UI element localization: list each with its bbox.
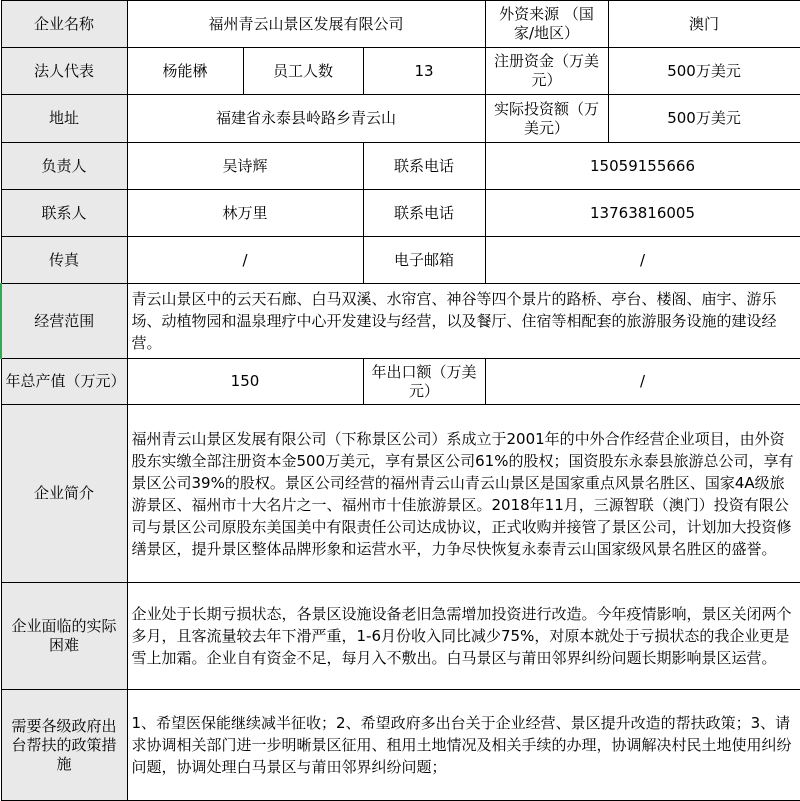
- row-company-name: [1, 1, 800, 48]
- phone-1-label: 联系电话: [363, 143, 485, 190]
- difficulty-value: 企业处于长期亏损状态，各景区设施设备老旧急需增加投资进行改造。今年疫情影响，景区关闭两个多月，且客流量较去年下滑严重，1-6月份收入同比减少75%，对原本就处于亏损状态的我企业更是雪上加霜。企业自有资金不足，每月入不敷出。白马景区与莆田邻界纠纷问题长期影响景区运营。: [127, 583, 800, 690]
- email-value: /: [485, 237, 800, 284]
- phone-1-value: 15059155666: [485, 143, 800, 190]
- scope-value: 青云山景区中的云天石廊、白马双溪、水帘宫、神谷等四个景片的路桥、亭台、楼阁、庙宇、游乐场、动植物园和温泉理疗中心开发建设与经营，以及餐厅、住宿等相配套的旅游服务设施的建设经营。: [127, 284, 800, 359]
- intro-value: 福州青云山景区发展有限公司（下称景区公司）系成立于2001年的中外合作经营企业项目，由外资股东实缴全部注册资本金500万美元，享有景区公司61%的股权；国资股东永泰县旅游总公司，享有景区公司39%的股权。景区公司经营的福州青云山青云山景区是国家重点风景名胜区、国家4A级旅游景区、福州市十大名片之一、福州市十佳旅游景区。2018年11月，三源智联（澳门）投资有限公司与景区公司原股东美国美中有限责任公司达成协议，正式收购并接管了景区公司，计划加大投资修缮景区，提升景区整体品牌形象和运营水平，力争尽快恢复永泰青云山国家级风景名胜区的盛誉。: [127, 405, 800, 583]
- contact-label: 联系人: [1, 190, 127, 237]
- email-label: 电子邮箱: [363, 237, 485, 284]
- contact-value: 林万里: [127, 190, 363, 237]
- row-output: [1, 359, 800, 405]
- output-label: 年总产值（万元）: [1, 359, 127, 405]
- company-name-value: 福州青云山景区发展有限公司: [127, 1, 485, 48]
- actual-invest-value: 500万美元: [608, 95, 800, 143]
- row-contact: [1, 190, 800, 237]
- company-name-label: 企业名称: [1, 1, 127, 48]
- export-value: /: [485, 359, 800, 405]
- foreign-source-label: 外资来源 （国家/地区）: [485, 1, 608, 48]
- export-label: 年出口额（万美元）: [363, 359, 485, 405]
- legal-rep-label: 法人代表: [1, 48, 127, 95]
- intro-label: 企业简介: [1, 405, 127, 583]
- actual-invest-label: 实际投资额（万美元）: [485, 95, 608, 143]
- row-address: [1, 95, 800, 143]
- row-difficulty: [1, 583, 800, 690]
- manager-label: 负责人: [1, 143, 127, 190]
- policy-label: 需要各级政府出台帮扶的政策措施: [1, 690, 127, 801]
- legal-rep-value: 杨能楙: [127, 48, 243, 95]
- foreign-source-value: 澳门: [608, 1, 800, 48]
- row-policy: [1, 690, 800, 801]
- address-value: 福建省永泰县岭路乡青云山: [127, 95, 485, 143]
- staff-count-label: 员工人数: [243, 48, 363, 95]
- row-fax: [1, 237, 800, 284]
- policy-value: 1、希望医保能继续减半征收；2、希望政府多出台关于企业经营、景区提升改造的帮扶政策；3、请求协调相关部门进一步明晰景区征用、租用土地情况及相关手续的办理，协调解决村民土地使用纠纷问题，协调处理白马景区与莆田邻界纠纷问题；: [127, 690, 800, 801]
- registered-capital-value: 500万美元: [608, 48, 800, 95]
- row-manager: [1, 143, 800, 190]
- row-intro: [1, 405, 800, 583]
- manager-value: 吴诗辉: [127, 143, 363, 190]
- row-legal-rep: [1, 48, 800, 95]
- staff-count-value: 13: [363, 48, 485, 95]
- difficulty-label: 企业面临的实际困难: [1, 583, 127, 690]
- scope-label: 经营范围: [1, 284, 127, 359]
- fax-value: /: [127, 237, 363, 284]
- address-label: 地址: [1, 95, 127, 143]
- phone-2-value: 13763816005: [485, 190, 800, 237]
- registered-capital-label: 注册资金（万美元）: [485, 48, 608, 95]
- row-scope: [1, 284, 800, 359]
- fax-label: 传真: [1, 237, 127, 284]
- phone-2-label: 联系电话: [363, 190, 485, 237]
- output-value: 150: [127, 359, 363, 405]
